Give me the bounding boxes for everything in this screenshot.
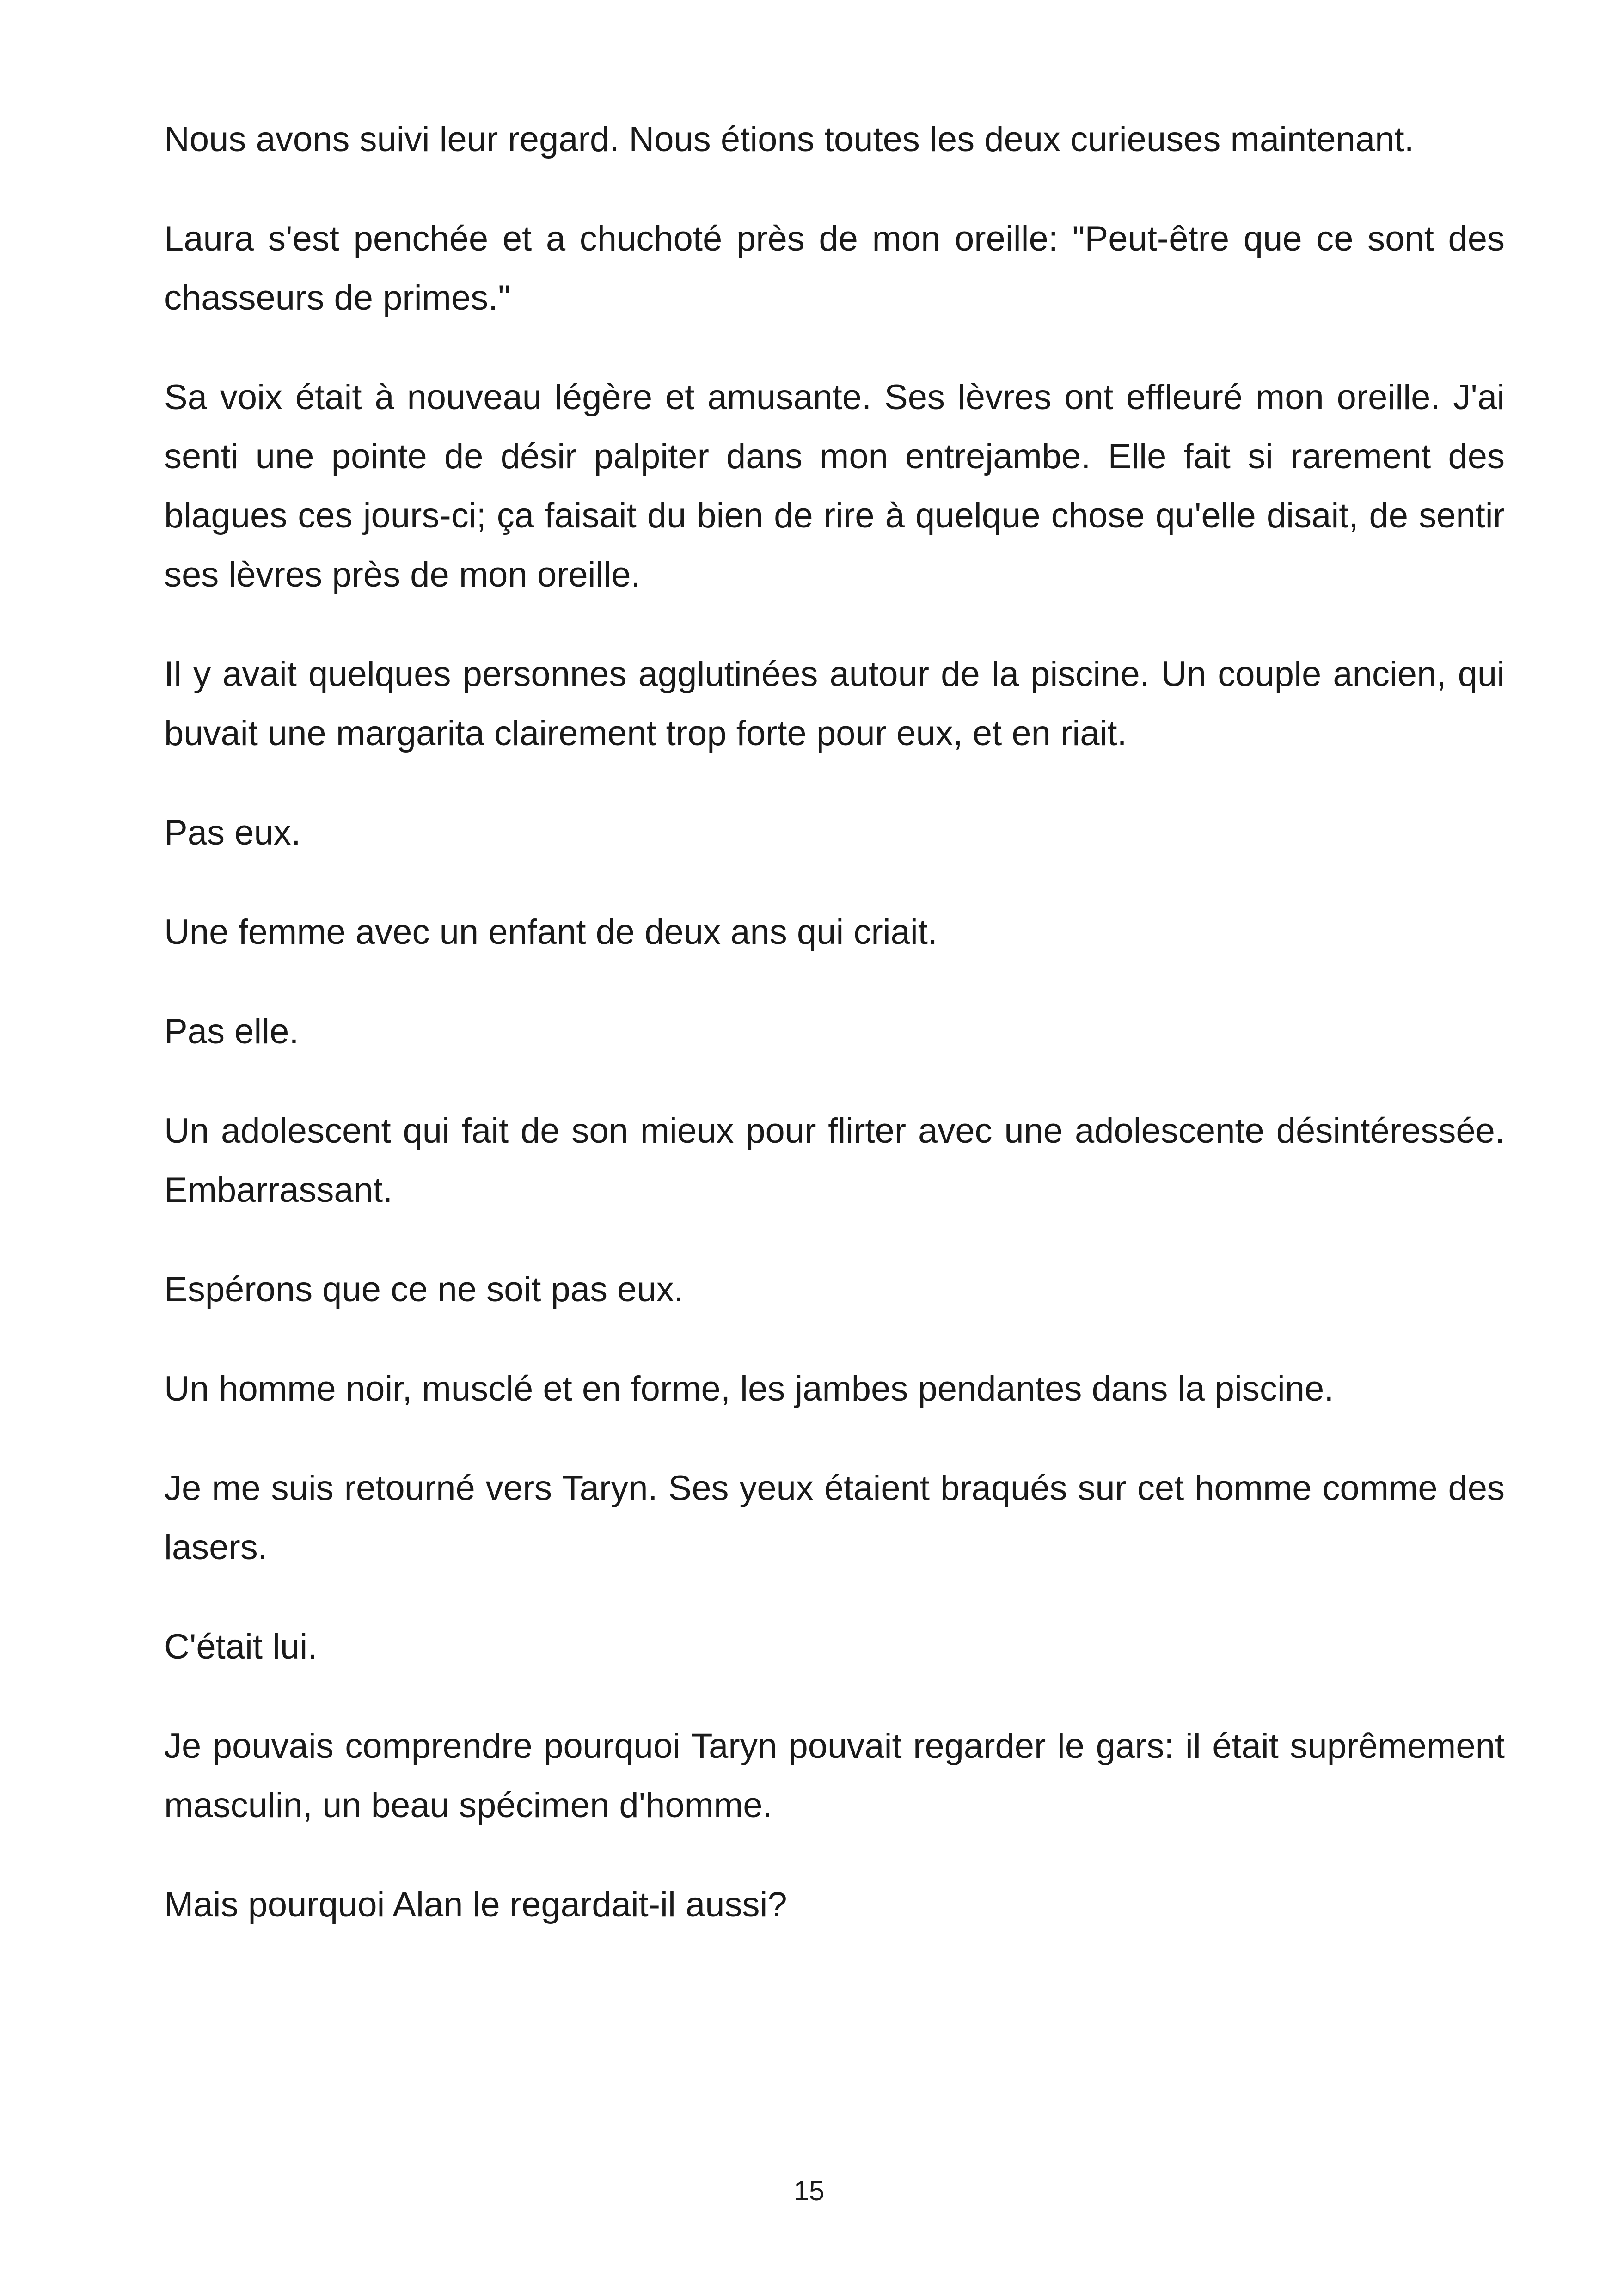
paragraph: Pas eux. bbox=[164, 813, 301, 852]
paragraph: Espérons que ce ne soit pas eux. bbox=[164, 1270, 684, 1309]
paragraph: Un homme noir, musclé et en forme, les jambes pendantes dans la piscine. bbox=[164, 1369, 1334, 1408]
paragraph: Une femme avec un enfant de deux ans qui criait. bbox=[164, 912, 938, 952]
paragraph: Je pouvais comprendre pourquoi Taryn pouvait regarder le gars: il était suprêmement masculin, un beau spécimen d'homme. bbox=[164, 1727, 1505, 1825]
paragraph: Je me suis retourné vers Taryn. Ses yeux étaient braqués sur cet homme comme des lasers. bbox=[164, 1469, 1505, 1567]
paragraph: Il y avait quelques personnes agglutinées autour de la piscine. Un couple ancien, qui buvait une margarita clairement trop forte pour eux, et en riait. bbox=[164, 655, 1505, 753]
page-body bbox=[164, 110, 1505, 1975]
paragraph: Nous avons suivi leur regard. Nous étions toutes les deux curieuses maintenant. bbox=[164, 120, 1414, 159]
paragraph: Un adolescent qui fait de son mieux pour flirter avec une adolescente désintéressée. Embarrassant. bbox=[164, 1111, 1505, 1210]
paragraph: C'était lui. bbox=[164, 1627, 318, 1666]
page-number: 15 bbox=[793, 2175, 825, 2206]
paragraph: Laura s'est penchée et a chuchoté près de mon oreille: "Peut-être que ce sont des chasseurs de primes." bbox=[164, 219, 1505, 318]
paragraph: Mais pourquoi Alan le regardait-il aussi? bbox=[164, 1885, 787, 1924]
paragraph: Sa voix était à nouveau légère et amusante. Ses lèvres ont effleuré mon oreille. J'ai senti une pointe de désir palpiter dans mon entrejambe. Elle fait si rarement des blagues ces jours-ci; ça faisait du bien de rire à quelque chose qu'elle disait, de sentir ses lèvres près de mon oreille. bbox=[164, 378, 1505, 594]
paragraph: Pas elle. bbox=[164, 1012, 299, 1051]
